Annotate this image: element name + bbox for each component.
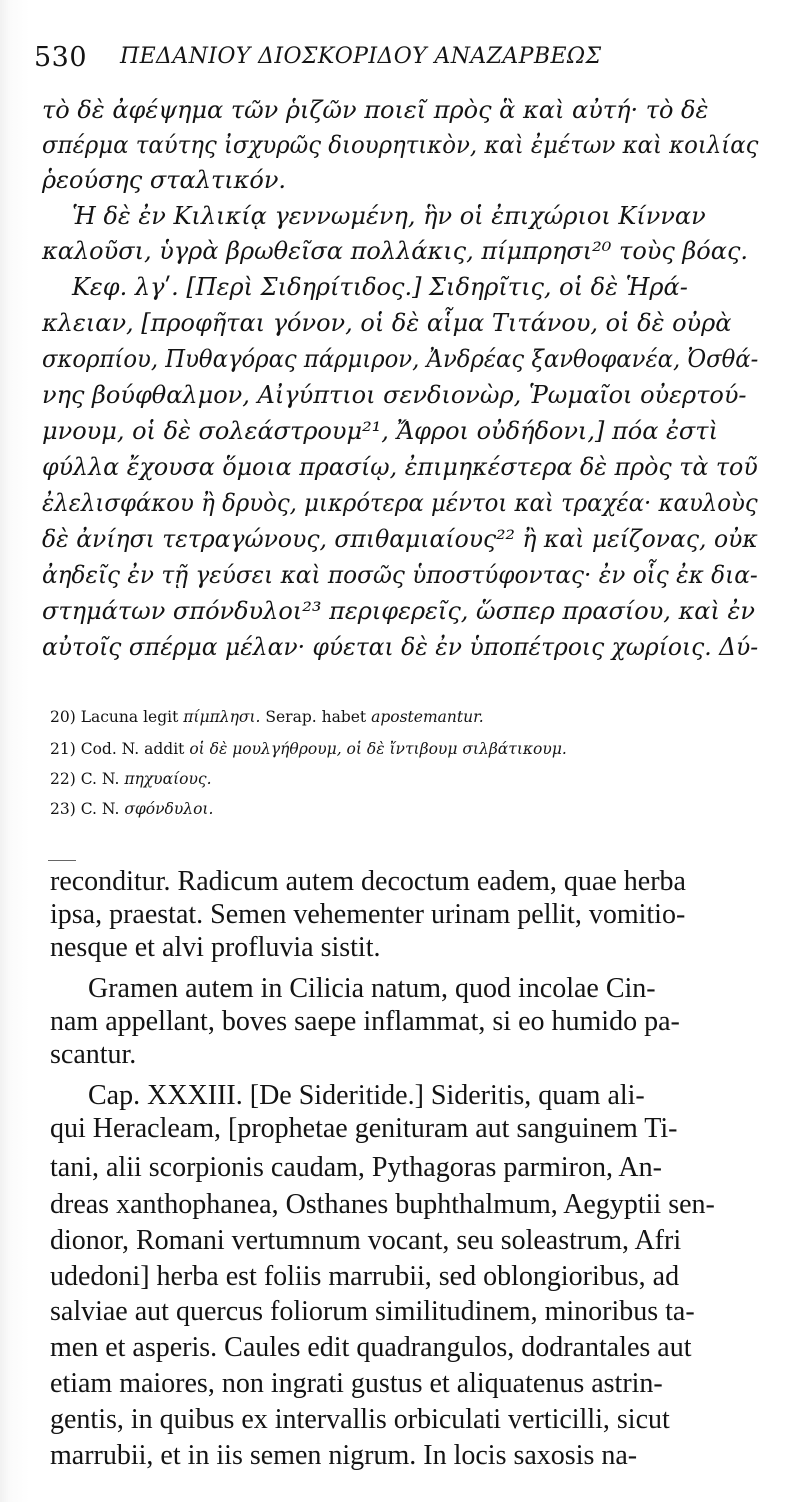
footnote-number: 21) xyxy=(50,740,76,758)
greek-line: φύλλα ἔχουσα ὅμοια πρασίῳ, ἐπιμηκέστερα δὲ πρὸς τὰ τοῦ xyxy=(42,453,758,481)
latin-line: Cap. XXXIII. [De Sideritide.] Sideritis, quam ali- xyxy=(88,1080,645,1111)
running-title: ΠΕΔΑΝΙΟΥ ΔΙΟΣΚΟΡΙΔΟΥ ΑΝΑΖΑΡΒΕΩΣ xyxy=(120,44,602,69)
latin-line: reconditur. Radicum autem decoctum eadem, quae herba xyxy=(50,866,686,897)
greek-line: σκορπίου, Πυθαγόρας πάρμιρον, Ἀνδρέας ξανθοφανέα, Ὀσθά- xyxy=(42,345,759,373)
footnote-number: 22) xyxy=(50,770,76,788)
footnote-greek: οἱ δὲ μουλγήθρουμ, οἱ δὲ ἴντιβουμ σιλβάτικουμ. xyxy=(189,740,567,758)
latin-line: Gramen autem in Cilicia natum, quod incolae Cin- xyxy=(88,973,656,1004)
footnote-text: C. N. xyxy=(80,800,125,818)
greek-line: καλοῦσι, ὑγρὰ βρωθεῖσα πολλάκις, πίμπρησι²⁰ τοὺς βόας. xyxy=(42,237,749,265)
greek-line: δὲ ἀνίησι τετραγώνους, σπιθαμιαίους²² ἢ καὶ μείζονας, οὐκ xyxy=(42,525,758,553)
greek-line: Κεφ. λγʹ. [Περὶ Σιδηρίτιδος.] Σιδηρῖτις, οἱ δὲ Ἡρά- xyxy=(72,273,688,301)
greek-line: ἐλελισφάκου ἢ δρυὸς, μικρότερα μέντοι καὶ τραχέα· καυλοὺς xyxy=(42,489,758,517)
latin-line: dreas xanthophanea, Osthanes buphthalmum, Aegyptii sen- xyxy=(50,1189,715,1220)
latin-line: qui Heracleam, [prophetae genituram aut sanguinem Ti- xyxy=(50,1113,678,1144)
footnote-text: Cod. N. addit xyxy=(80,740,190,758)
footnote-23 xyxy=(50,800,213,818)
footnote-text: C. N. xyxy=(80,770,125,788)
latin-line: salviae aut quercus foliorum similitudinem, minoribus ta- xyxy=(50,1296,695,1327)
greek-line: ῥεούσης σταλτικόν. xyxy=(42,166,287,194)
greek-line: στημάτων σπόνδυλοι²³ περιφερεῖς, ὥσπερ πρασίου, καὶ ἐν xyxy=(42,597,756,625)
footnote-greek: πηχυαίους. xyxy=(124,770,212,788)
footnote-text: Lacuna legit xyxy=(80,708,184,726)
greek-line: τὸ δὲ ἀφέψημα τῶν ῥιζῶν ποιεῖ πρὸς ἃ καὶ αὐτή· τὸ δὲ xyxy=(42,96,709,124)
footnote-20 xyxy=(50,708,484,726)
latin-line: dionor, Romani vertumnum vocant, seu soleastrum, Afri xyxy=(50,1225,682,1256)
page-number: 530 xyxy=(34,42,88,73)
latin-line: nam appellant, boves saepe inflammat, si eo humido pa- xyxy=(50,1006,680,1037)
latin-line: ipsa, praestat. Semen vehementer urinam pellit, vomitio- xyxy=(50,899,686,930)
footnote-number: 20) xyxy=(50,708,76,726)
footnote-22 xyxy=(50,770,212,788)
footnote-latin-italic: apostemantur. xyxy=(371,708,484,726)
latin-line: udedoni] herba est foliis marrubii, sed oblongioribus, ad xyxy=(50,1261,680,1292)
greek-line: Ἡ δὲ ἐν Κιλικίᾳ γεννωμένη, ἣν οἱ ἐπιχώριοι Κίνναν xyxy=(72,202,706,230)
greek-line: σπέρμα ταύτης ἰσχυρῶς διουρητικὸν, καὶ ἐμέτων καὶ κοιλίας xyxy=(42,131,759,159)
latin-line: etiam maiores, non ingrati gustus et aliquatenus astrin- xyxy=(50,1368,663,1399)
footnote-21 xyxy=(50,740,567,758)
footnote-text: Serap. habet xyxy=(260,708,372,726)
greek-line: νης βούφθαλμον, Αἰγύπτιοι σενδιονὼρ, Ῥωμαῖοι οὐερτού- xyxy=(42,381,747,409)
footnote-number: 23) xyxy=(50,800,76,818)
latin-line: gentis, in quibus ex intervallis orbiculati verticilli, sicut xyxy=(50,1404,670,1435)
running-head xyxy=(34,40,774,78)
latin-line: scantur. xyxy=(50,1039,137,1070)
footnote-greek: σφόνδυλοι. xyxy=(124,800,214,818)
latin-line: marrubii, et in iis semen nigrum. In locis saxosis na- xyxy=(50,1440,638,1471)
latin-line: tani, alii scorpionis caudam, Pythagoras parmiron, An- xyxy=(50,1152,662,1183)
footnote-greek: πίμπλησι. xyxy=(183,708,261,726)
greek-line: κλειαν, [προφῆται γόνον, οἱ δὲ αἷμα Τιτάνου, οἱ δὲ οὐρὰ xyxy=(42,309,732,337)
greek-line: αὐτοῖς σπέρμα μέλαν· φύεται δὲ ἐν ὑποπέτροις χωρίοις. Δύ- xyxy=(42,633,759,661)
latin-line: men et asperis. Caules edit quadrangulos, dodrantales aut xyxy=(50,1332,692,1363)
latin-line: nesque et alvi profluvia sistit. xyxy=(50,932,381,963)
greek-line: ἀηδεῖς ἐν τῇ γεύσει καὶ ποσῶς ὑποστύφοντας· ἐν οἷς ἐκ δια- xyxy=(42,561,758,589)
greek-line: μνουμ, οἱ δὲ σολεάστρουμ²¹, Ἄφροι οὐδήδονι,] πόα ἐστὶ xyxy=(42,417,718,445)
divider-rule xyxy=(48,860,76,861)
